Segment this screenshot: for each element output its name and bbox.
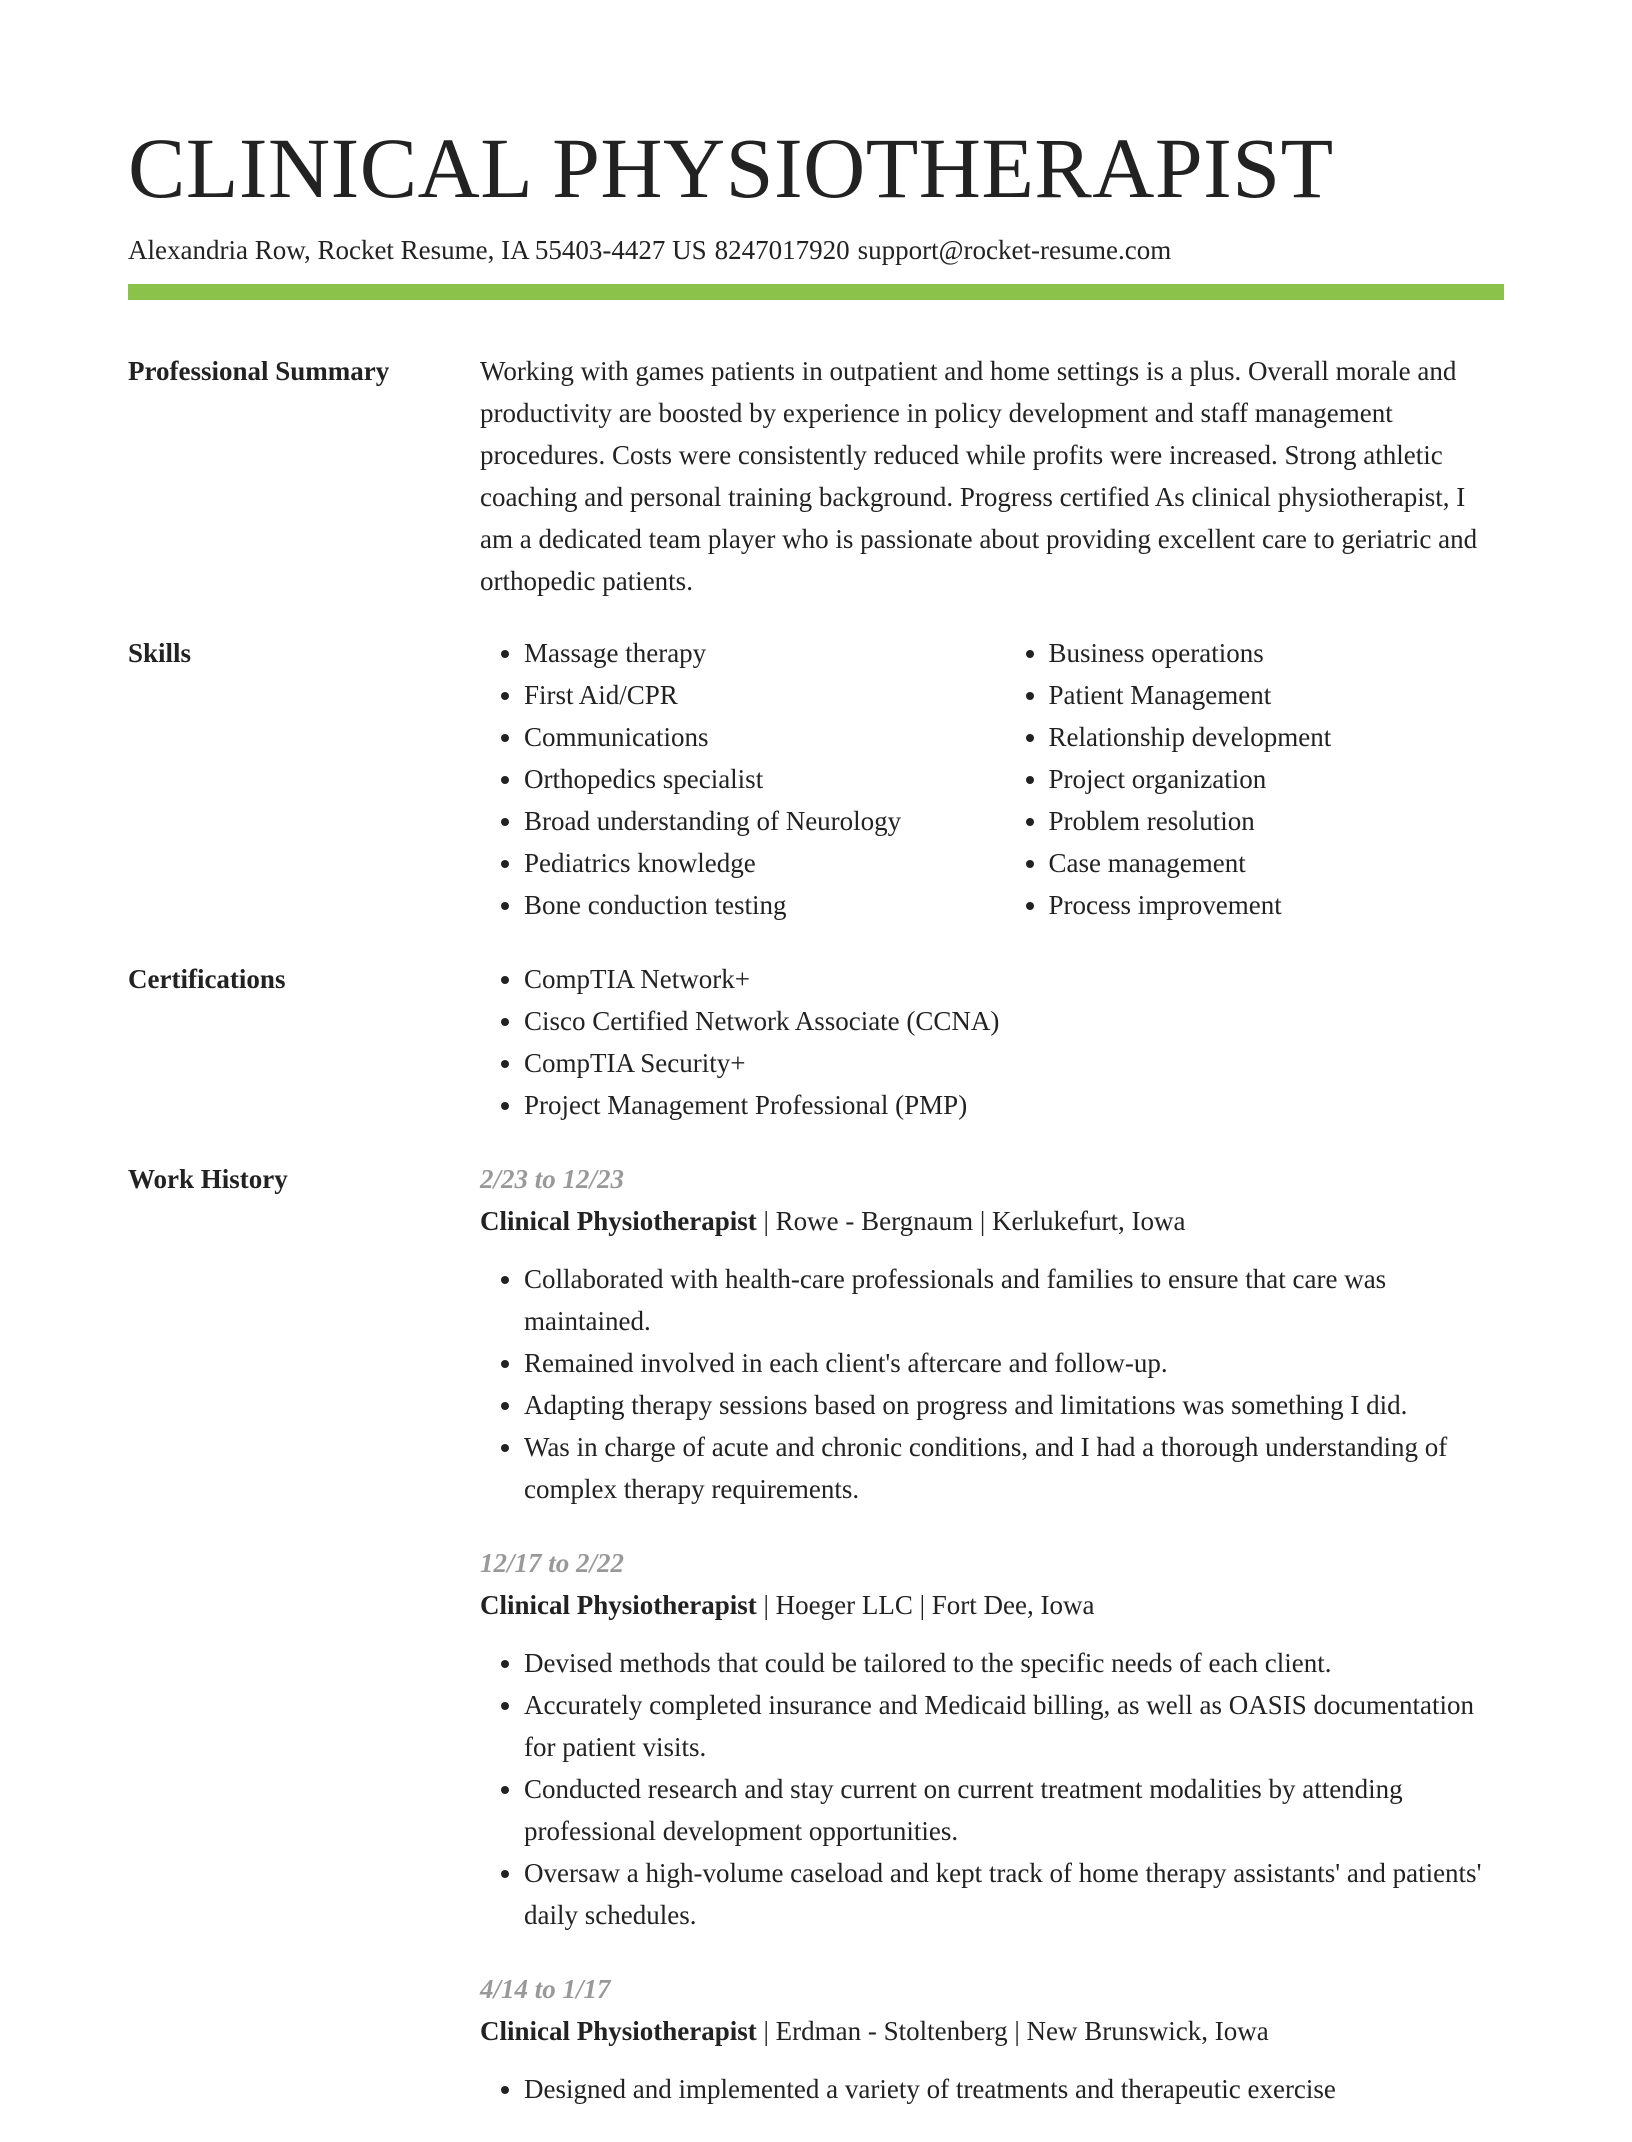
skill-item: • Communications bbox=[524, 716, 961, 758]
skills-list-left bbox=[480, 632, 961, 926]
job-title: Clinical Physiotherapist bbox=[480, 1590, 757, 1620]
contact-line bbox=[128, 232, 1504, 268]
job-bullet: • Collaborated with health-care professionals and families to ensure that care was maintained. bbox=[524, 1258, 1504, 1342]
certification-item: • CompTIA Network+ bbox=[524, 958, 1504, 1000]
job-bullet: • Was in charge of acute and chronic conditions, and I had a thorough understanding of complex therapy requirements. bbox=[524, 1426, 1504, 1510]
certifications-list bbox=[480, 958, 1504, 1126]
certification-item: • CompTIA Security+ bbox=[524, 1042, 1504, 1084]
job-entry bbox=[480, 1158, 1504, 1510]
contact-address: Alexandria Row, Rocket Resume, IA 55403-4427 US bbox=[128, 235, 707, 265]
work-history-section bbox=[128, 1158, 1504, 2142]
skills-section bbox=[128, 632, 1504, 926]
skill-item: • Process improvement bbox=[1049, 884, 1504, 926]
skill-item: • Project organization bbox=[1049, 758, 1504, 800]
skill-item: • First Aid/CPR bbox=[524, 674, 961, 716]
certification-item: • Cisco Certified Network Associate (CCNA) bbox=[524, 1000, 1504, 1042]
skills-heading: Skills bbox=[128, 638, 192, 668]
summary-section bbox=[128, 350, 1504, 602]
job-entry bbox=[480, 1968, 1504, 2110]
job-details: | Rowe - Bergnaum | Kerlukefurt, Iowa bbox=[756, 1206, 1186, 1236]
skills-columns bbox=[480, 632, 1504, 926]
job-dates: 2/23 to 12/23 bbox=[480, 1164, 625, 1194]
skill-item: • Problem resolution bbox=[1049, 800, 1504, 842]
certifications-section bbox=[128, 958, 1504, 1126]
skill-item: • Bone conduction testing bbox=[524, 884, 961, 926]
job-dates: 4/14 to 1/17 bbox=[480, 1974, 611, 2004]
skill-item: • Broad understanding of Neurology bbox=[524, 800, 961, 842]
page-title: CLINICAL PHYSIOTHERAPIST bbox=[128, 120, 1334, 216]
work-history-heading: Work History bbox=[128, 1164, 288, 1194]
skill-item: • Massage therapy bbox=[524, 632, 961, 674]
job-bullets bbox=[480, 1642, 1504, 1936]
job-bullet: • Accurately completed insurance and Medicaid billing, as well as OASIS documentation for patient visits. bbox=[524, 1684, 1504, 1768]
job-bullets bbox=[480, 2068, 1504, 2110]
summary-heading: Professional Summary bbox=[128, 356, 390, 386]
job-bullets bbox=[480, 1258, 1504, 1510]
job-heading bbox=[480, 1584, 1504, 1626]
contact-phone: 8247017920 bbox=[714, 235, 850, 265]
contact-email[interactable]: support@rocket-resume.com bbox=[857, 235, 1172, 265]
header-divider bbox=[128, 284, 1504, 300]
job-dates: 12/17 to 2/22 bbox=[480, 1548, 625, 1578]
skill-item: • Case management bbox=[1049, 842, 1504, 884]
skill-item: • Relationship development bbox=[1049, 716, 1504, 758]
certifications-body bbox=[480, 958, 1504, 1126]
job-title: Clinical Physiotherapist bbox=[480, 2016, 757, 2046]
skill-item: • Patient Management bbox=[1049, 674, 1504, 716]
skills-list-right bbox=[1005, 632, 1504, 926]
work-history-body bbox=[480, 1158, 1504, 2142]
job-bullet: • Designed and implemented a variety of treatments and therapeutic exercise bbox=[524, 2068, 1504, 2110]
job-details: | Hoeger LLC | Fort Dee, Iowa bbox=[756, 1590, 1095, 1620]
job-heading bbox=[480, 1200, 1504, 1242]
certifications-heading: Certifications bbox=[128, 964, 286, 994]
skill-item: • Pediatrics knowledge bbox=[524, 842, 961, 884]
job-title: Clinical Physiotherapist bbox=[480, 1206, 757, 1236]
job-bullet: • Adapting therapy sessions based on progress and limitations was something I did. bbox=[524, 1384, 1504, 1426]
job-entry bbox=[480, 1542, 1504, 1936]
job-bullet: • Devised methods that could be tailored to the specific needs of each client. bbox=[524, 1642, 1504, 1684]
job-bullet: • Oversaw a high-volume caseload and kept track of home therapy assistants' and patients' daily schedules. bbox=[524, 1852, 1504, 1936]
skill-item: • Orthopedics specialist bbox=[524, 758, 961, 800]
job-bullet: • Conducted research and stay current on current treatment modalities by attending professional development opportunities. bbox=[524, 1768, 1504, 1852]
skill-item: • Business operations bbox=[1049, 632, 1504, 674]
job-bullet: • Remained involved in each client's aftercare and follow-up. bbox=[524, 1342, 1504, 1384]
summary-text: Working with games patients in outpatient and home settings is a plus. Overall morale and productivity are boosted by experience in policy development and staff management procedures. Costs were consistently reduced while profits were increased. Strong athletic coaching and personal training background. Progress certified As clinical physiotherapist, I am a dedicated team player who is passionate about providing excellent care to geriatric and orthopedic patients. bbox=[480, 356, 1478, 596]
certification-item: • Project Management Professional (PMP) bbox=[524, 1084, 1504, 1126]
job-details: | Erdman - Stoltenberg | New Brunswick, Iowa bbox=[756, 2016, 1269, 2046]
job-heading bbox=[480, 2010, 1504, 2052]
